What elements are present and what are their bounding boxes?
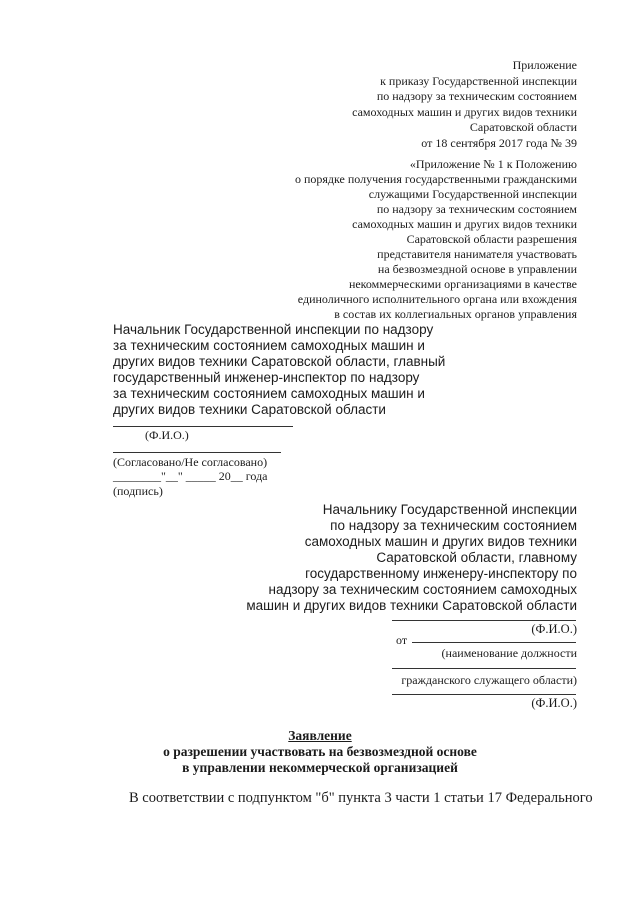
approver-agreed: (Согласовано/Не согласовано) — [113, 455, 268, 469]
appendix-line: от 18 сентября 2017 года № 39 — [421, 135, 577, 150]
addressee-position: (наименование должности — [441, 646, 577, 660]
approver-fio: (Ф.И.О.) — [145, 428, 189, 442]
regulation-line: на безвозмездной основе в управлении — [377, 262, 577, 276]
addressee-line: Саратовской области, главному — [376, 550, 577, 565]
regulation-line: «Приложение № 1 к Положению — [409, 157, 577, 171]
approver-signature: (подпись) — [113, 484, 163, 498]
addressee-name-line — [392, 694, 576, 695]
addressee-line: самоходных машин и других видов техники — [304, 534, 577, 549]
approver-line: за техническим состоянием самоходных машин и — [113, 386, 425, 401]
addressee-fio: (Ф.И.О.) — [531, 622, 577, 636]
regulation-line: о порядке получения государственными гражданскими — [294, 172, 577, 186]
addressee-servant: гражданского служащего области) — [401, 673, 577, 687]
addressee-position-line — [392, 668, 576, 669]
regulation-line: самоходных машин и других видов техники — [352, 217, 577, 231]
appendix-line: самоходных машин и других видов техники — [352, 104, 577, 119]
appendix-line: по надзору за техническим состоянием — [376, 89, 577, 103]
addressee-line: по надзору за техническим состоянием — [330, 518, 577, 533]
title-line-2: о разрешении участвовать на безвозмездной основе — [163, 744, 477, 759]
regulation-line: в состав их коллегиальных органов управления — [334, 307, 577, 321]
regulation-line: единоличного исполнительного органа или вхождения — [297, 292, 577, 306]
addressee-from: от — [396, 633, 408, 647]
regulation-line: Саратовской области разрешения — [406, 232, 577, 246]
approver-date: ________"__" _____ 20__ года — [113, 469, 268, 483]
regulation-line: служащими Государственной инспекции — [368, 187, 577, 201]
title-line-3: в управлении некоммерческой организацией — [182, 760, 458, 775]
regulation-line: представителя нанимателя участвовать — [377, 247, 577, 261]
addressee-from-line — [412, 642, 576, 643]
appendix-line: Саратовской области — [469, 120, 577, 134]
addressee-fio-line — [392, 620, 576, 621]
addressee-line: надзору за техническим состоянием самоходных — [268, 582, 577, 597]
body-line: В соответствии с подпунктом "б" пункта 3 части 1 статьи 17 Федерального — [129, 790, 593, 806]
approver-line: за техническим состоянием самоходных машин и — [113, 338, 425, 353]
regulation-line: некоммерческими организациями в качестве — [348, 277, 577, 291]
addressee-line: машин и других видов техники Саратовской области — [246, 598, 577, 613]
agreement-line — [113, 452, 281, 453]
title-line-1: Заявление — [288, 728, 352, 743]
approver-line: других видов техники Саратовской области — [113, 402, 386, 417]
appendix-line: к приказу Государственной инспекции — [380, 73, 577, 88]
addressee-line: Начальнику Государственной инспекции — [322, 502, 577, 517]
approver-line: Начальник Государственной инспекции по надзору — [113, 322, 434, 337]
fio-signature-line — [113, 426, 293, 427]
addressee-fio-2: (Ф.И.О.) — [531, 696, 577, 710]
regulation-line: по надзору за техническим состоянием — [376, 202, 577, 216]
approver-line: других видов техники Саратовской области, главный — [113, 354, 446, 369]
approver-line: государственный инженер-инспектор по надзору — [113, 370, 420, 385]
addressee-line: государственному инженеру-инспектору по — [305, 566, 577, 581]
appendix-line: Приложение — [512, 58, 577, 72]
